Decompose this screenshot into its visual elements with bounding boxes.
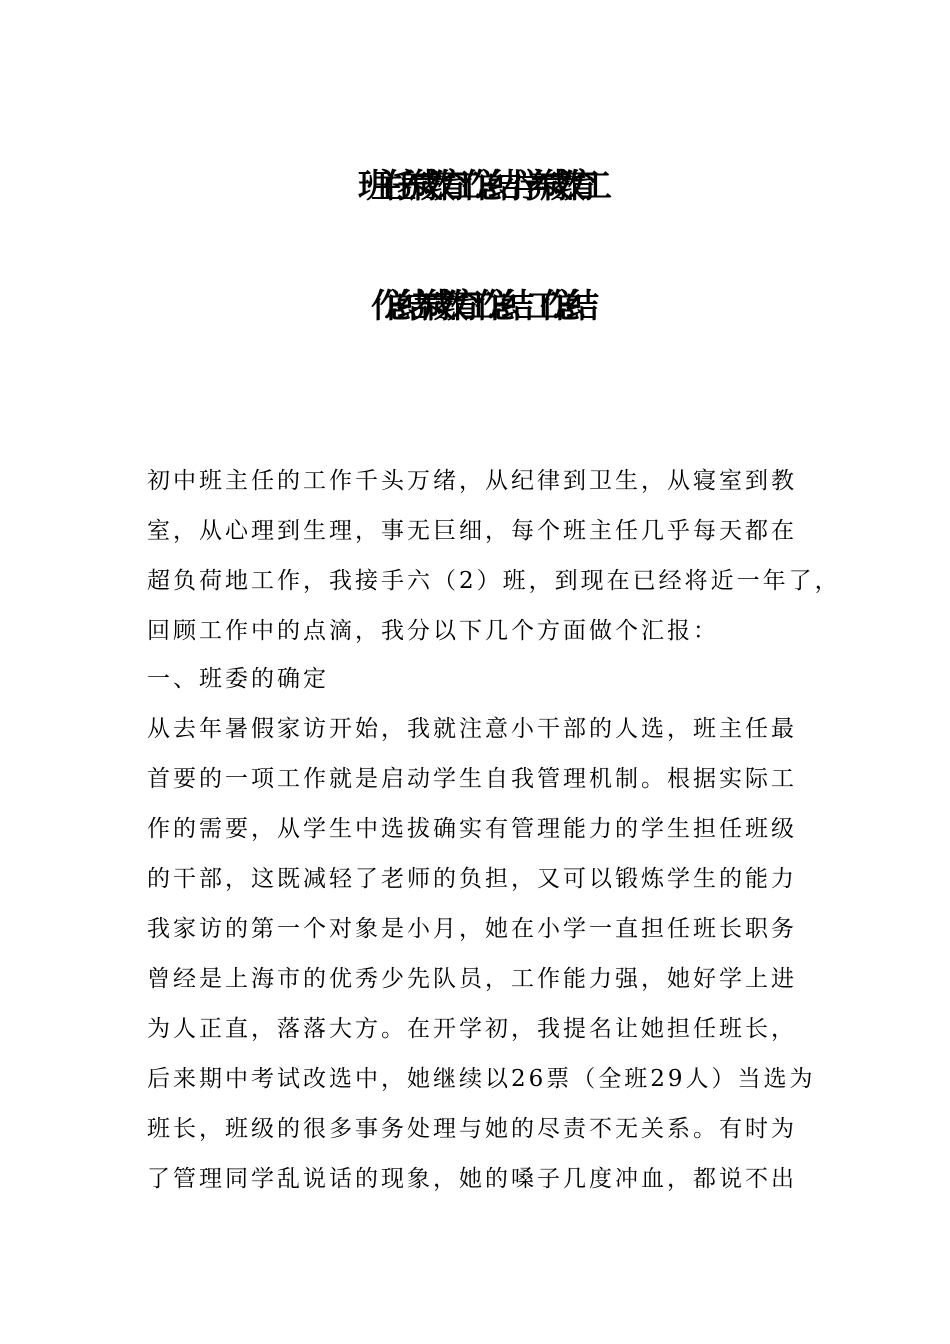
body-line-15: 了管理同学乱说话的现象，她的嗓子几度冲血，都说不出	[147, 1166, 797, 1192]
document-title-line-2: 作总结养成教育工作总结 工作总结	[371, 286, 579, 325]
body-line-7: 首要的一项工作就是启动学生自我管理机制。根据实际工	[147, 766, 797, 792]
body-line-13: 后来期中考试改选中，她继续以26票（全班29人）当选为	[147, 1066, 816, 1092]
body-line-3: 超负荷地工作，我接手六（2）班，到现在已经将近一年了，	[147, 568, 841, 594]
body-line-8: 作的需要，从学生中选拔确实有管理能力的学生担任班级	[147, 816, 797, 842]
document-title-line-1: 班主任养成教育工作总结小学养成教育工	[358, 166, 592, 205]
body-line-9: 的干部，这既减轻了老师的负担，又可以锻炼学生的能力	[147, 866, 797, 892]
body-line-1: 初中班主任的工作千头万绪，从纪律到卫生，从寝室到教	[147, 468, 797, 494]
body-line-12: 为人正直，落落大方。在开学初，我提名让她担任班长，	[147, 1016, 797, 1042]
body-line-2: 室，从心理到生理，事无巨细，每个班主任几乎每天都在	[147, 518, 797, 544]
body-line-4: 回顾工作中的点滴，我分以下几个方面做个汇报：	[147, 618, 719, 644]
body-line-10: 我家访的第一个对象是小月，她在小学一直担任班长职务	[147, 916, 797, 942]
body-line-6: 从去年暑假家访开始，我就注意小干部的人选，班主任最	[147, 716, 797, 742]
section-heading-1: 一、班委的确定	[147, 666, 329, 692]
body-line-14: 班长，班级的很多事务处理与她的尽责不无关系。有时为	[147, 1116, 797, 1142]
body-line-11: 曾经是上海市的优秀少先队员，工作能力强，她好学上进	[147, 966, 797, 992]
